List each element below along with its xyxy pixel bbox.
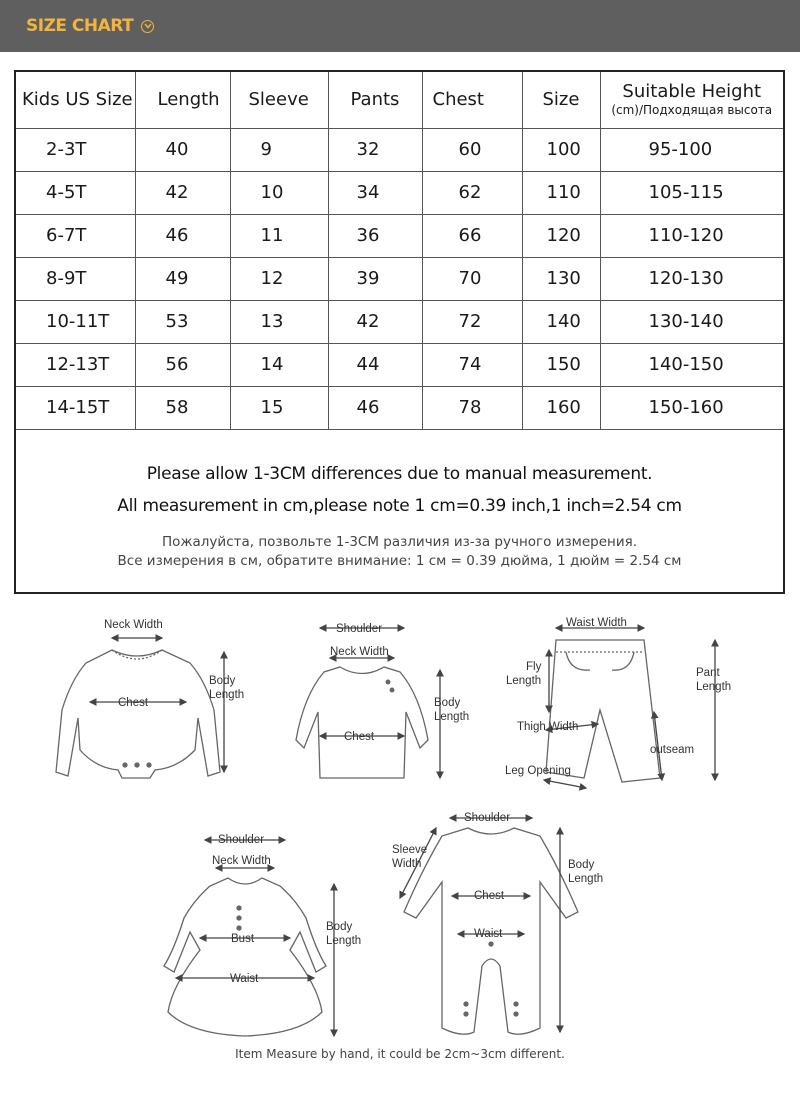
cell-size-cm: 100	[522, 128, 600, 171]
pants-fly-length-label: Length	[506, 675, 542, 687]
header-sleeve: Sleeve	[230, 72, 328, 128]
cell-pants: 39	[328, 257, 422, 300]
cell-pants: 42	[328, 300, 422, 343]
bodysuit-length-label: Length	[209, 689, 245, 701]
size-chart-box	[14, 70, 785, 594]
cell-sleeve: 14	[230, 343, 328, 386]
romper-sleeve-label: Sleeve	[392, 844, 428, 856]
cell-pants: 32	[328, 128, 422, 171]
dress-shoulder-label: Shoulder	[218, 834, 265, 846]
header-chest: Chest	[422, 72, 522, 128]
cell-length: 49	[135, 257, 230, 300]
measurement-diagrams-svg	[0, 600, 800, 1095]
cell-pants: 36	[328, 214, 422, 257]
cell-size: 14-15T	[16, 386, 135, 429]
cell-size-cm: 110	[522, 171, 600, 214]
note-ru-units: Все измерения в см, обратите внимание: 1 см = 0.39 дюйма, 1 дюйм = 2.54 см	[117, 553, 682, 569]
table-row	[16, 300, 783, 343]
cell-size: 8-9T	[16, 257, 135, 300]
cell-chest: 62	[422, 171, 522, 214]
pants-outseam-label: outseam	[650, 744, 695, 756]
header-pants: Pants	[328, 72, 422, 128]
pants-pant-length-label: Length	[696, 681, 732, 693]
cell-sleeve: 9	[230, 128, 328, 171]
cell-size-cm: 120	[522, 214, 600, 257]
header-bar	[0, 0, 800, 52]
pants-waist-label: Waist Width	[566, 617, 627, 629]
cell-sleeve: 12	[230, 257, 328, 300]
dress-bust-label: Bust	[231, 933, 255, 945]
cell-pants: 46	[328, 386, 422, 429]
table-row	[16, 171, 783, 214]
cell-size: 12-13T	[16, 343, 135, 386]
header-suitable-height-main: Suitable Height	[622, 80, 762, 102]
shirt-length-label: Length	[434, 711, 470, 723]
pants-fly-label: Fly	[526, 661, 542, 673]
header-length: Length	[135, 72, 230, 128]
bodysuit-neck-label: Neck Width	[104, 619, 163, 631]
cell-length: 46	[135, 214, 230, 257]
note-en-units: All measurement in cm,please note 1 cm=0.39 inch,1 inch=2.54 cm	[117, 496, 682, 516]
table-row	[16, 128, 783, 171]
cell-chest: 78	[422, 386, 522, 429]
table-row	[16, 214, 783, 257]
size-chart-title: SIZE CHART	[26, 16, 134, 36]
pants-leg-opening-label: Leg Opening	[505, 765, 571, 777]
shirt-chest-label: Chest	[344, 731, 375, 743]
table-row	[16, 386, 783, 429]
cell-size: 10-11T	[16, 300, 135, 343]
cell-height: 130-140	[600, 300, 783, 343]
cell-size-cm: 130	[522, 257, 600, 300]
dress-body-label: Body	[326, 921, 353, 933]
cell-sleeve: 11	[230, 214, 328, 257]
cell-chest: 72	[422, 300, 522, 343]
cell-length: 56	[135, 343, 230, 386]
footer-note: Item Measure by hand, it could be 2cm~3cm different.	[235, 1047, 565, 1061]
pants-pant-label: Pant	[696, 667, 720, 679]
shirt-shoulder-label: Shoulder	[336, 623, 383, 635]
dress-neck-label: Neck Width	[212, 855, 271, 867]
cell-size: 2-3T	[16, 128, 135, 171]
dress-length-label: Length	[326, 935, 362, 947]
header-kids-us-size: Kids US Size	[16, 72, 135, 128]
cell-height: 110-120	[600, 214, 783, 257]
cell-size-cm: 150	[522, 343, 600, 386]
shirt-body-label: Body	[434, 697, 461, 709]
romper-chest-label: Chest	[474, 890, 505, 902]
cell-chest: 74	[422, 343, 522, 386]
romper-length-label: Length	[568, 873, 604, 885]
header-suitable-height-sub: (cm)/Подходящая высота	[611, 102, 773, 117]
cell-height: 95-100	[600, 128, 783, 171]
cell-height: 120-130	[600, 257, 783, 300]
cell-length: 53	[135, 300, 230, 343]
table-row	[16, 257, 783, 300]
cell-size-cm: 140	[522, 300, 600, 343]
cell-chest: 70	[422, 257, 522, 300]
cell-height: 150-160	[600, 386, 783, 429]
cell-size: 6-7T	[16, 214, 135, 257]
pants-diagram	[544, 628, 715, 788]
measurement-notes	[16, 455, 783, 569]
note-ru-allowance: Пожалуйста, позвольте 1-3CM различия из-за ручного измерения.	[161, 534, 638, 550]
header-suitable-height	[600, 72, 783, 128]
table-row	[16, 343, 783, 386]
cell-height: 105-115	[600, 171, 783, 214]
cell-sleeve: 15	[230, 386, 328, 429]
bodysuit-chest-label: Chest	[118, 697, 149, 709]
dress-waist-label: Waist	[230, 973, 259, 985]
cell-sleeve: 13	[230, 300, 328, 343]
cell-size-cm: 160	[522, 386, 600, 429]
romper-shoulder-label: Shoulder	[464, 812, 511, 824]
romper-waist-label: Waist	[474, 928, 503, 940]
cell-height: 140-150	[600, 343, 783, 386]
pants-thigh-label: Thigh Width	[517, 721, 579, 733]
size-table	[16, 72, 783, 430]
shirt-neck-label: Neck Width	[330, 646, 389, 658]
cell-length: 40	[135, 128, 230, 171]
cell-pants: 34	[328, 171, 422, 214]
chevron-down-circle-icon	[141, 20, 154, 33]
cell-size: 4-5T	[16, 171, 135, 214]
note-en-allowance: Please allow 1-3CM differences due to manual measurement.	[146, 464, 653, 484]
romper-sleeve-width-label: Width	[392, 858, 422, 870]
cell-length: 42	[135, 171, 230, 214]
bodysuit-body-label: Body	[209, 675, 236, 687]
cell-chest: 60	[422, 128, 522, 171]
measurement-diagrams	[0, 600, 800, 1095]
cell-chest: 66	[422, 214, 522, 257]
table-header-row	[16, 72, 783, 128]
romper-body-label: Body	[568, 859, 595, 871]
cell-pants: 44	[328, 343, 422, 386]
header-size: Size	[522, 72, 600, 128]
cell-length: 58	[135, 386, 230, 429]
cell-sleeve: 10	[230, 171, 328, 214]
